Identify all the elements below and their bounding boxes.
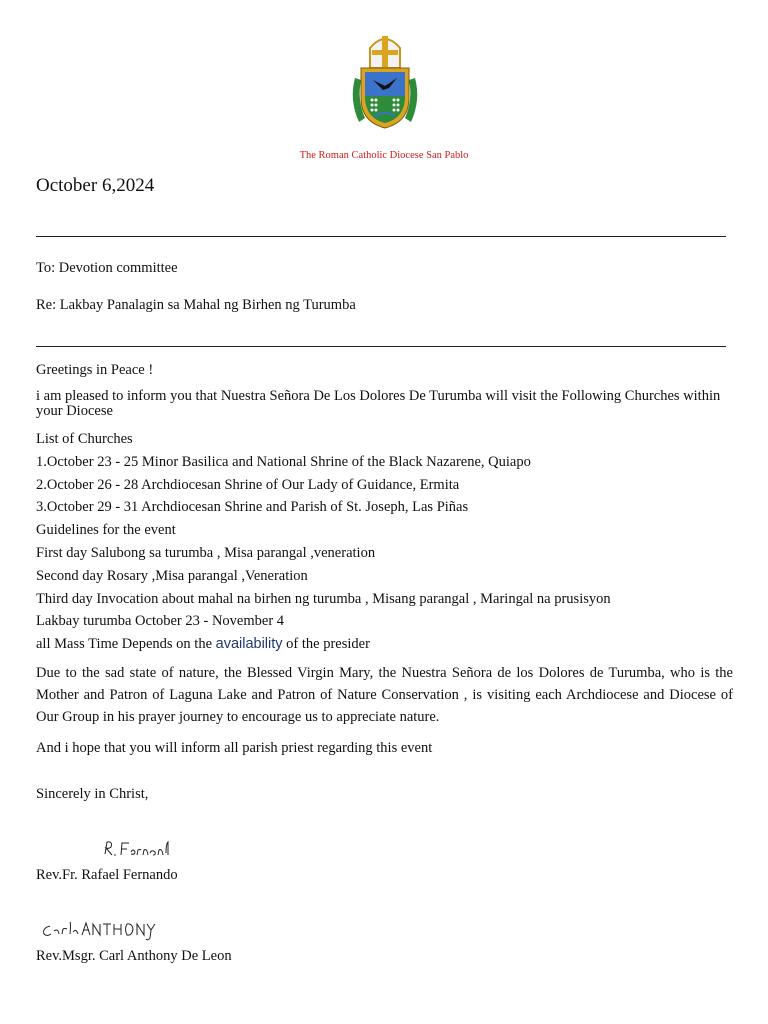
- list-item: 1.October 23 - 25 Minor Basilica and National Shrine of the Black Nazarene, Quiapo: [36, 454, 531, 470]
- list-item: First day Salubong sa turumba , Misa parangal ,veneration: [36, 545, 376, 561]
- list-item: Second day Rosary ,Misa parangal ,Veneration: [36, 568, 308, 584]
- greeting: Greetings in Peace !: [36, 362, 154, 378]
- list-item: 3.October 29 - 31 Archdiocesan Shrine and Parish of St. Joseph, Las Piñas: [36, 499, 469, 515]
- letter-date: October 6,2024: [36, 175, 155, 196]
- signatory-name: Rev.Fr. Rafael Fernando: [36, 867, 178, 883]
- mass-time-text: all Mass Time Depends on the: [36, 636, 216, 652]
- list-item: Lakbay turumba October 23 - November 4: [36, 613, 285, 629]
- signature-de-leon: [40, 918, 156, 942]
- body-paragraph: Due to the sad state of nature, the Blessed Virgin Mary, the Nuestra Señora de los Dolores de Turumba, who is the Mother and Patron of Laguna Lake and Patron of Nature Conservation , is visiting each Archdiocese and Diocese of Our Group in his prayer journey to encourage us to appreciate nature.: [36, 665, 733, 725]
- subject-line: Re: Lakbay Panalagin sa Mahal ng Birhen ng Turumba: [36, 297, 356, 313]
- recipient-line: To: Devotion committee: [36, 260, 178, 276]
- closing-salutation: Sincerely in Christ,: [36, 786, 149, 802]
- intro-paragraph: i am pleased to inform you that Nuestra Señora De Los Dolores De Turumba will visit the Following Churches within your Diocese: [36, 388, 721, 419]
- signature-fernando: [102, 838, 172, 860]
- mass-time-note: [36, 636, 370, 653]
- divider: [36, 236, 726, 237]
- closing-request: And i hope that you will inform all parish priest regarding this event: [36, 740, 433, 756]
- availability-link[interactable]: availability: [215, 636, 283, 652]
- letterhead-title: The Roman Catholic Diocese San Pablo: [299, 150, 469, 161]
- list-title: List of Churches: [36, 431, 133, 447]
- guidelines-title: Guidelines for the event: [36, 522, 176, 538]
- divider: [36, 346, 726, 347]
- signatory-name: Rev.Msgr. Carl Anthony De Leon: [36, 948, 232, 964]
- mass-time-text: of the presider: [282, 636, 370, 652]
- diocese-coat-of-arms-icon: [345, 30, 425, 130]
- list-item: 2.October 26 - 28 Archdiocesan Shrine of Our Lady of Guidance, Ermita: [36, 477, 460, 493]
- list-item: Third day Invocation about mahal na birhen ng turumba , Misang parangal , Maringal na prusisyon: [36, 591, 611, 607]
